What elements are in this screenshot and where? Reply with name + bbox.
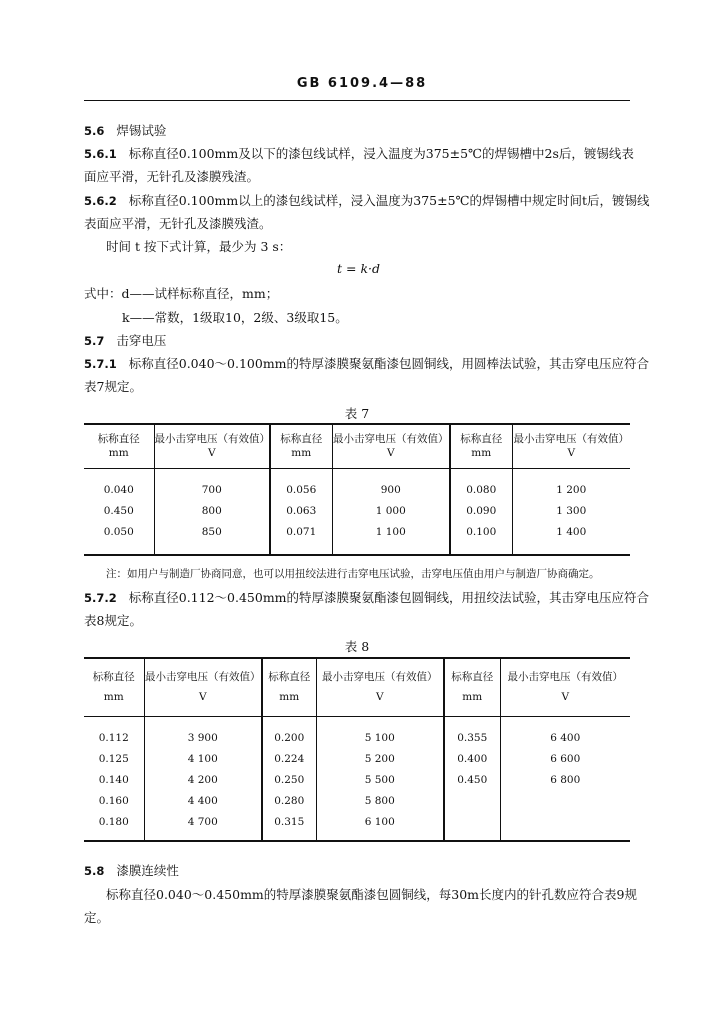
clause-number: 5.7.2	[84, 591, 117, 605]
table-header-row	[84, 424, 630, 468]
cell: 0.180	[98, 816, 129, 828]
cell: 1 100	[332, 522, 450, 543]
cell: 6 400	[500, 728, 630, 749]
cell: 0.063	[270, 501, 332, 522]
clause-number: 5.7.1	[84, 357, 117, 371]
cell: 0.125	[98, 753, 129, 765]
clause-5-7-2-line1	[84, 589, 649, 607]
clause-5-8-line1: 标称直径0.040～0.450mm的特厚漆膜聚氨酯漆包圆铜线，每30m长度内的针孔数应符合表9规	[106, 887, 637, 902]
where-k: k——常数，1级取10，2级、3级取15。	[122, 310, 348, 325]
cell: 850	[154, 522, 270, 543]
cell: 5 800	[316, 791, 444, 812]
cell: 800	[154, 501, 270, 522]
header-cell: 最小击穿电压（有效值） V	[332, 424, 450, 468]
where-d: 式中：d——试样标称直径，mm；	[84, 286, 279, 301]
clause-number: 5.6.2	[84, 194, 117, 208]
cell: 4 400	[144, 791, 262, 812]
clause-number: 5.6.1	[84, 147, 117, 161]
table-8-caption-wrap	[84, 637, 630, 655]
cell: 0.100	[450, 522, 512, 543]
table-row	[84, 480, 630, 501]
header-cell: 标称直径 mm	[97, 433, 140, 460]
cell: 900	[332, 480, 450, 501]
header-cell: 标称直径 mm	[262, 658, 316, 716]
section-5-7-heading	[84, 332, 166, 350]
section-title: 焊锡试验	[116, 123, 167, 138]
cell: 700	[154, 480, 270, 501]
clause-text: 标称直径0.100mm及以下的漆包线试样，浸入温度为375±5℃的焊锡槽中2s后，镀锡线表	[128, 146, 634, 161]
header-cell: 标称直径 mm	[444, 658, 500, 716]
cell: 0.056	[270, 480, 332, 501]
cell: 4 700	[144, 812, 262, 833]
cell: 0.071	[270, 522, 332, 543]
cell: 4 100	[144, 749, 262, 770]
header-cell: 最小击穿电压（有效值） V	[316, 658, 444, 716]
cell: 3 900	[144, 728, 262, 749]
cell: 0.040	[103, 484, 134, 496]
section-number: 5.6	[84, 124, 105, 138]
cell: 5 500	[316, 770, 444, 791]
cell: 0.080	[450, 480, 512, 501]
clause-5-6-2-line1	[84, 192, 650, 210]
section-5-6-heading	[84, 122, 166, 140]
cell	[500, 812, 630, 833]
cell: 1 300	[512, 501, 630, 522]
section-title: 击穿电压	[116, 333, 167, 348]
table-row	[84, 728, 630, 749]
header-rule	[84, 100, 630, 101]
table-row	[84, 501, 630, 522]
standard-code-header: GB 6109.4—88	[296, 76, 428, 91]
clause-5-7-2-line2: 表8规定。	[84, 613, 142, 628]
cell: 0.280	[262, 791, 316, 812]
cell: 0.250	[262, 770, 316, 791]
clause-text: 标称直径0.100mm以上的漆包线试样，浸入温度为375±5℃的焊锡槽中规定时间t后，镀锡线	[128, 193, 650, 208]
table-7-note: 注：如用户与制造厂协商同意，也可以用扭绞法进行击穿电压试验，击穿电压值由用户与制造厂协商确定。	[106, 568, 600, 580]
cell: 4 200	[144, 770, 262, 791]
cell: 0.450	[444, 770, 500, 791]
clause-5-7-1-line2: 表7规定。	[84, 379, 142, 394]
cell: 0.450	[103, 505, 134, 517]
clause-text: 标称直径0.112～0.450mm的特厚漆膜聚氨酯漆包圆铜线，用扭绞法试验，其击穿电压应符合	[128, 590, 650, 605]
section-5-8-heading	[84, 862, 179, 880]
section-number: 5.8	[84, 864, 105, 878]
cell	[444, 791, 500, 812]
clause-5-6-2-line2: 表面应平滑，无针孔及漆膜残渣。	[84, 216, 272, 231]
section-number: 5.7	[84, 334, 105, 348]
cell: 6 800	[500, 770, 630, 791]
cell: 6 600	[500, 749, 630, 770]
table-8-caption: 表 8	[344, 639, 370, 654]
cell: 0.200	[262, 728, 316, 749]
cell: 0.315	[262, 812, 316, 833]
header-cell: 最小击穿电压（有效值） V	[500, 658, 630, 716]
cell: 0.112	[98, 732, 129, 744]
cell: 1 400	[512, 522, 630, 543]
clause-text: 标称直径0.040～0.100mm的特厚漆膜聚氨酯漆包圆铜线，用圆棒法试验，其击穿电压应符合	[128, 356, 650, 371]
cell: 0.050	[103, 526, 134, 538]
header-cell: 标称直径 mm	[450, 424, 512, 468]
cell: 0.090	[450, 501, 512, 522]
cell: 0.160	[98, 795, 129, 807]
table-row	[84, 791, 630, 812]
clause-5-8-line2: 定。	[84, 910, 110, 925]
cell: 5 100	[316, 728, 444, 749]
header-cell: 标称直径 mm	[270, 424, 332, 468]
table-7	[84, 423, 630, 556]
cell: 6 100	[316, 812, 444, 833]
table-7-caption: 表 7	[344, 406, 370, 421]
cell	[444, 812, 500, 833]
table-row	[84, 812, 630, 833]
header-cell: 最小击穿电压（有效值） V	[154, 424, 270, 468]
clause-5-7-1-line1	[84, 355, 649, 373]
cell: 0.140	[98, 774, 129, 786]
cell: 1 200	[512, 480, 630, 501]
table-row	[84, 770, 630, 791]
section-title: 漆膜连续性	[116, 863, 179, 878]
formula: t = k·d	[337, 261, 380, 276]
table-row	[84, 749, 630, 770]
clause-5-6-1-line2: 面应平滑，无针孔及漆膜残渣。	[84, 169, 260, 184]
cell	[500, 791, 630, 812]
header-cell: 标称直径 mm	[92, 671, 135, 704]
table-8	[84, 657, 630, 842]
cell: 0.224	[262, 749, 316, 770]
cell: 0.400	[444, 749, 500, 770]
cell: 1 000	[332, 501, 450, 522]
cell: 0.355	[444, 728, 500, 749]
header-cell: 最小击穿电压（有效值） V	[144, 658, 262, 716]
cell: 5 200	[316, 749, 444, 770]
table-row	[84, 522, 630, 543]
table-7-caption-wrap	[84, 404, 630, 422]
clause-5-6-1-line1	[84, 145, 634, 163]
time-text: 时间 t 按下式计算，最少为 3 s：	[106, 239, 292, 254]
header-cell: 最小击穿电压（有效值） V	[512, 424, 630, 468]
table-header-row	[84, 658, 630, 716]
